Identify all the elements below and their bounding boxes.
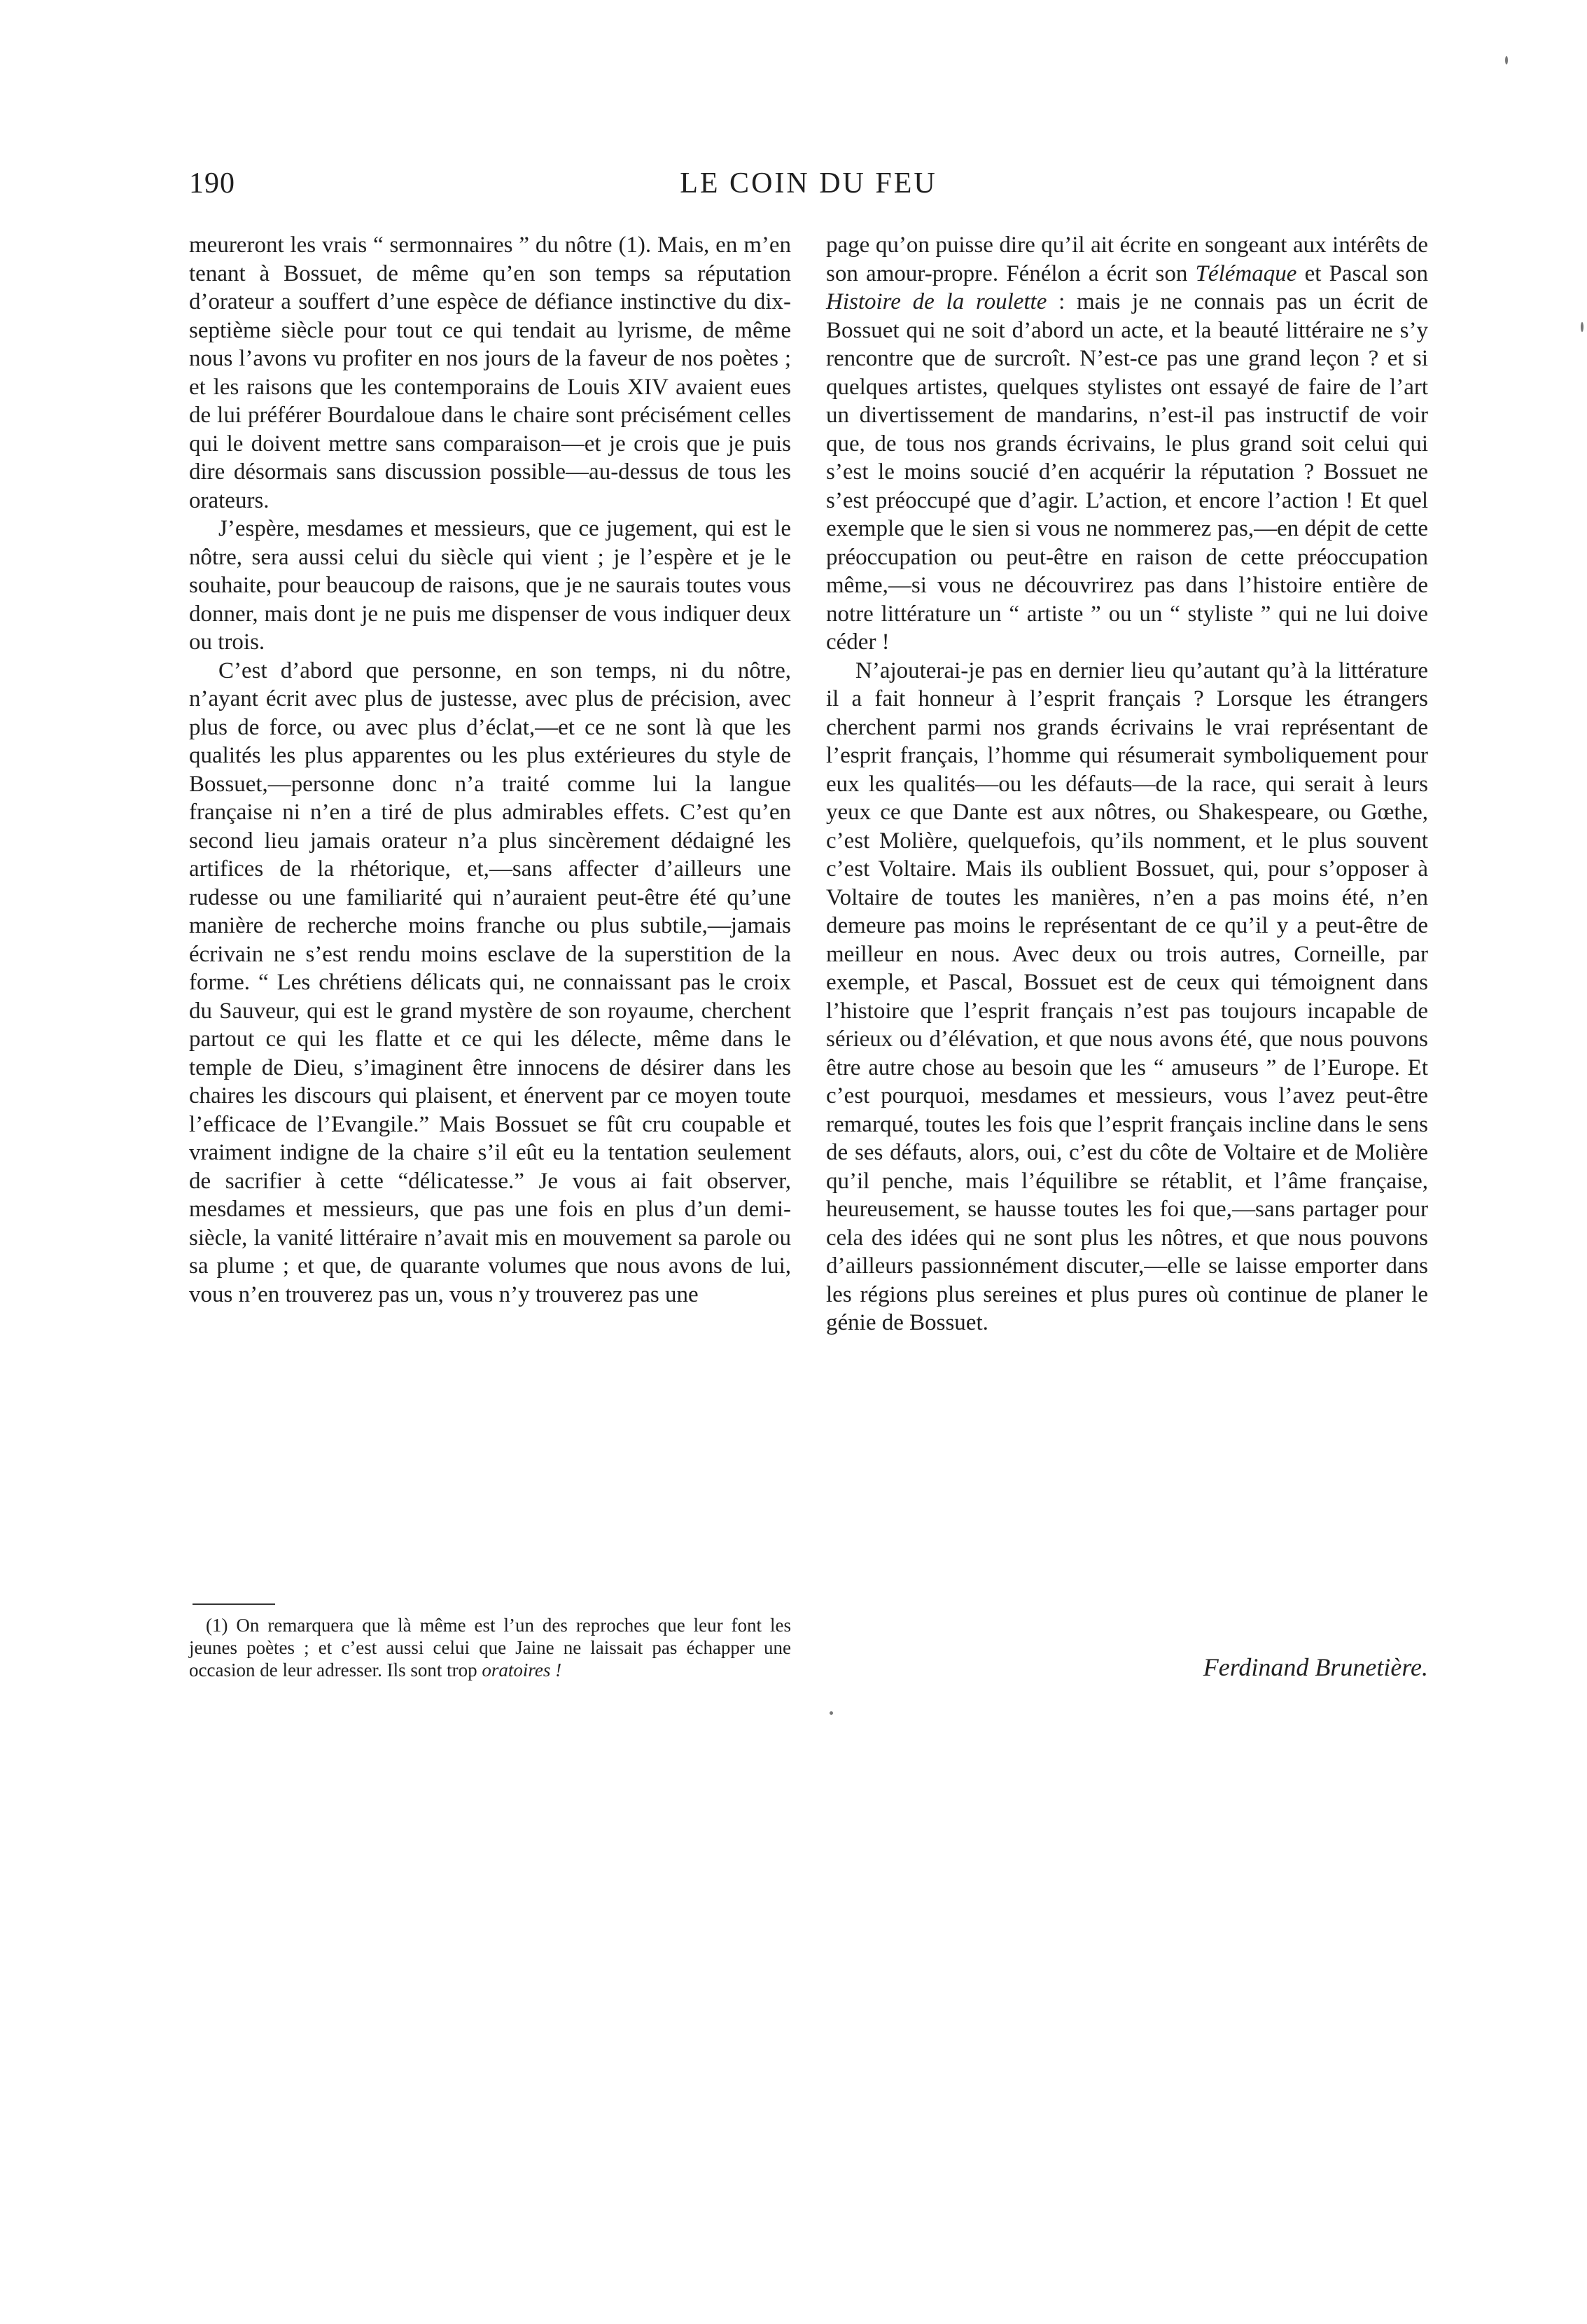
running-title: LE COIN DU FEU (680, 167, 937, 200)
paragraph-continued: meureront les vrais “ sermonnaires ” du nôtre (1). Mais, en m’en tenant à Bossuet, de même qu’en son temps sa réputation d’orateur a souffert d’une espèce de défiance instinctive du dix-septième siècle pour tout ce qui tendait au lyrisme, de même nous l’avons vu profiter en nos jours de la faveur de nos poètes ; et les raisons que les contemporains de Louis XIV avaient eues de lui préférer Bourdaloue dans le chaire sont précisément celles qui le doivent mettre sans comparaison—et je crois que je puis dire désormais sans discussion possible—au-dessus de tous les orateurs. (189, 232, 791, 513)
italic-title: Télémaque (1195, 260, 1297, 286)
text-run: : mais je ne connais pas un écrit de Bossuet qui ne soit d’abord un acte, et la beauté littéraire ne s’y rencontre que de surcroît. N’est-ce pas une grand leçon ? et si quelques artistes, quelques stylistes ont essayé de faire de l’art un divertissement de mandarins, n’est-il pas instructif de voir que, de tous nos grands écrivains, le plus grand soit celui qui s’est le moins soucié d’en acquérir la réputation ? Bossuet ne s’est préoccupé que d’agir. L’action, et encore l’action ! Et quel exemple que le sien si vous ne nommerez pas,—en dépit de cette préoccupation ou peut-être en raison de cette préoccupation même,—si vous ne découvrirez pas dans l’histoire entière de notre littérature un “ artiste ” ou un “ styliste ” qui ne lui doive céder ! (826, 289, 1428, 655)
running-head (189, 167, 1428, 209)
text-run: et Pascal son (1296, 260, 1428, 286)
footnote-text: (1) On remarquera que là même est l’un des reproches que leur font les jeunes poètes ; et c’est aussi celui que Jaine ne laissait pas échapper une occasion de leur adresser. Ils sont trop (189, 1615, 791, 1681)
footnote-emphasis: oratoires ! (482, 1659, 562, 1681)
paragraph: C’est d’abord que personne, en son temps, ni du nôtre, n’ayant écrit avec plus de justesse, avec plus de précision, avec plus de force, ou avec plus d’éclat,—et ce ne sont là que les qualités les plus apparentes ou les plus extérieures du style de Bossuet,—personne donc n’a traité comme lui la langue française ni n’en a tiré de plus admirables effets. C’est qu’en second lieu jamais orateur n’a plus sincèrement dédaigné les artifices de la rhétorique, et,—sans affecter d’ailleurs une rudesse ou une familiarité qui n’auraient peut-être été qu’une manière de recherche moins franche ou plus subtile,—jamais écrivain ne s’est rendu moins esclave de la superstition de la forme. “ Les chrétiens délicats qui, ne connaissant pas le croix du Sauveur, qui est le grand mystère de son royaume, cherchent partout ce qui les flatte et ce qui les délecte, même dans le temple de Dieu, s’imaginent être innocens de désirer dans les chaires les discours qui plaisent, et énervent par ce moyen toute l’efficace de l’Evangile.” Mais Bossuet se fût cru coupable et vraiment indigne de la chaire s’il eût eu la tentation seulement de sacrifier à cette “délicatesse.” Je vous ai fait observer, mesdames et messieurs, que pas une fois en plus d’un demi-siècle, la vanité littéraire n’avait mis en mouvement sa parole ou sa plume ; et que, de quarante volumes que nous avons de lui, vous n’en trouverez pas un, vous n’y trouverez pas une (189, 657, 791, 1307)
print-speck (830, 1711, 833, 1715)
footnote-divider (193, 1603, 275, 1605)
text-run: page qu’on puisse dire qu’il ait écrite en songeant aux intérêts de son amour-propre. Fénélon a écrit son (826, 232, 1428, 286)
paragraph: N’ajouterai-je pas en dernier lieu qu’autant qu’à la littérature il a fait honneur à l’esprit français ? Lorsque les étrangers cherchent parmi nos grands écrivains le vrai représentant de l’esprit français, l’homme qui résumerait symboliquement pour eux les qualités—ou les défauts—de la race, qui serait à leurs yeux ce que Dante est aux nôtres, ou Shakespeare, ou Gœthe, c’est Molière, quelquefois, qu’ils nomment, et le plus souvent c’est Voltaire. Mais ils oublient Bossuet, qui, pour s’opposer à Voltaire de toutes les manières, n’en a pas moins été, n’en demeure pas moins le représentant de ce qu’il y a peut-être de meilleur en nous. Avec deux ou trois autres, Corneille, par exemple, et Pascal, Bossuet est de ceux qui témoignent dans l’histoire que l’esprit français n’est pas toujours incapable de sérieux ou d’élévation, et que nous avons été, que nous pouvons être autre chose au besoin que les “ amuseurs ” de l’Europe. Et c’est pourquoi, mesdames et messieurs, vous l’avez peut-être remarqué, toutes les fois que l’esprit français incline dans le sens de ses défauts, alors, oui, c’est du côte de Voltaire et de Molière qu’il penche, mais l’équilibre se rétablit, et l’âme française, heureusement, se hausse toutes les foi que,—sans partager pour cela des idées qui ne sont plus les nôtres, et que nous pouvons d’ailleurs passionnément discuter,—elle se laisse emporter dans les régions plus sereines et plus pures où continue de planer le génie de Bossuet. (826, 657, 1428, 1335)
paragraph-continued (826, 231, 1428, 657)
print-speck (1505, 56, 1508, 64)
footnote (189, 1614, 791, 1681)
paragraph: J’espère, mesdames et messieurs, que ce jugement, qui est le nôtre, sera aussi celui du siècle qui vient ; je l’espère et je le souhaite, pour beaucoup de raisons, que je ne saurais toutes vous donner, mais dont je ne puis me dispenser de vous indiquer deux ou trois. (189, 516, 791, 655)
author-signature: Ferdinand Brunetière. (1203, 1653, 1428, 1681)
right-column (826, 231, 1428, 1337)
print-speck (1581, 322, 1583, 332)
page-number: 190 (189, 167, 235, 200)
left-column (189, 231, 791, 1309)
italic-title: Histoire de la roulette (826, 289, 1047, 314)
